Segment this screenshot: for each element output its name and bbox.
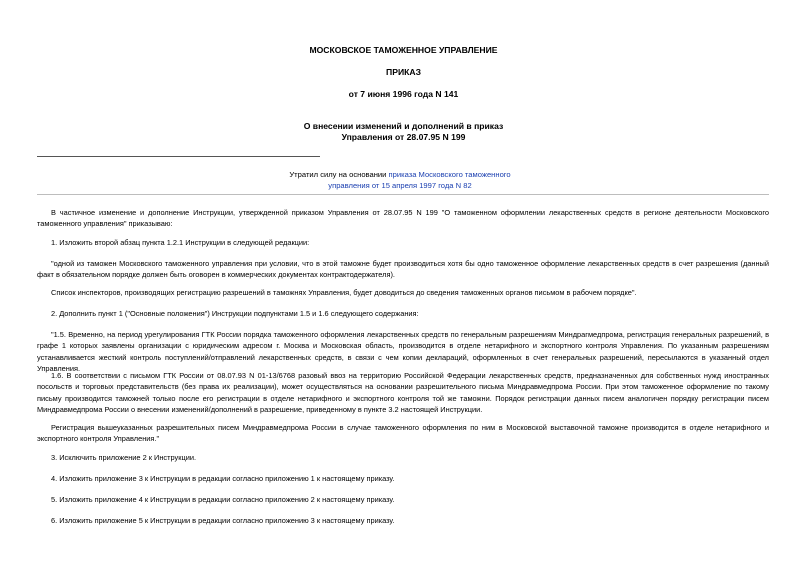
paragraph-item-1-quote: "одной из таможен Московского таможенного управления при условии, что в этой таможне будет производиться хотя бы одно таможенное оформление лекарственных средств в счет разрешения (данный факт в обязательном порядке должен быть оговорен в коммерческих документах контрактодержателя). bbox=[37, 259, 769, 280]
document-title-line-2: Управления от 28.07.95 N 199 bbox=[341, 132, 466, 142]
repeal-order-link[interactable]: приказа Московского таможенного bbox=[388, 170, 511, 179]
paragraph-subitem-1-5: "1.5. Временно, на период урегулирования ГТК России порядка таможенного оформления лекарственных средств по генеральным разрешениям Миндрагмедпрома, регистрация генеральных разрешений, в графе 1 которых заявлены организации с юридическим адресом г. Москва и Московская область, производится в отделе нетарифного и экспортного контроля Управления. По указанным разрешениям устанавливается жесткий контроль поступлений/отправлений лекарственных средств, в связи с чем копии деклараций, оформленных в счет генеральных разрешений, пересылаются в указанный отдел Управления. bbox=[37, 330, 769, 374]
paragraph-intro: В частичное изменение и дополнение Инструкции, утвержденной приказом Управления от 28.07.95 N 199 "О таможенном оформлении лекарственных средств в регионе деятельности Московского таможенного управления" приказываю: bbox=[37, 208, 769, 229]
repeal-order-link-continued[interactable]: управления от 15 апреля 1997 года N 82 bbox=[328, 181, 472, 190]
paragraph-item-5: 5. Изложить приложение 4 к Инструкции в редакции согласно приложению 2 к настоящему приказу. bbox=[51, 495, 395, 504]
document-title-line-1: О внесении изменений и дополнений в приказ bbox=[303, 121, 504, 131]
status-note-prefix: Утратил силу на основании bbox=[289, 170, 389, 179]
paragraph-item-3: 3. Исключить приложение 2 к Инструкции. bbox=[51, 453, 197, 462]
status-note-line-2 bbox=[265, 180, 535, 191]
paragraph-subitem-1-6: 1.6. В соответствии с письмом ГТК России от 08.07.93 N 01-13/6768 разовый ввоз на территорию Российской Федерации лекарственных средств, предназначенных для собственных нужд иностранных посольств и торговых представительств (без права их реализации), может осуществляться на основании разрешительного письма Миндравмедпрома России. При этом таможенное оформление по такому письму производится таможней только после его регистрации в отделе нетарифного и экспортного контроля той же таможни. Порядок регистрации данных писем аналогичен порядку регистрации писем Миндравмедпрома России о внесении изменений/дополнений в разрешение, приведенному в пункте 3.2 настоящей Инструкции. bbox=[37, 371, 769, 415]
paragraph-registration: Регистрация вышеуказанных разрешительных писем Миндравмедпрома России в случае таможенного оформления по ним в Московской выставочной таможне производится в отделе нетарифного и экспортного контроля Управления." bbox=[37, 423, 769, 444]
paragraph-item-6: 6. Изложить приложение 5 к Инструкции в редакции согласно приложению 3 к настоящему приказу. bbox=[51, 516, 395, 525]
note-divider bbox=[37, 194, 769, 195]
document-date-heading: от 7 июня 1996 года N 141 bbox=[348, 89, 459, 99]
header-divider bbox=[37, 156, 320, 157]
document-type-heading: ПРИКАЗ bbox=[386, 67, 421, 77]
paragraph-item-2: 2. Дополнить пункт 1 ("Основные положения") Инструкции подпунктами 1.5 и 1.6 следующего содержания: bbox=[51, 309, 419, 318]
status-note bbox=[265, 169, 535, 180]
organization-heading: МОСКОВСКОЕ ТАМОЖЕННОЕ УПРАВЛЕНИЕ bbox=[309, 45, 498, 55]
paragraph-inspectors-list: Список инспекторов, производящих регистрацию разрешений в таможнях Управления, будет доводиться до сведения таможенных органов письмом в рабочем порядке". bbox=[51, 288, 637, 297]
paragraph-item-1: 1. Изложить второй абзац пункта 1.2.1 Инструкции в следующей редакции: bbox=[51, 238, 310, 247]
paragraph-item-4: 4. Изложить приложение 3 к Инструкции в редакции согласно приложению 1 к настоящему приказу. bbox=[51, 474, 395, 483]
